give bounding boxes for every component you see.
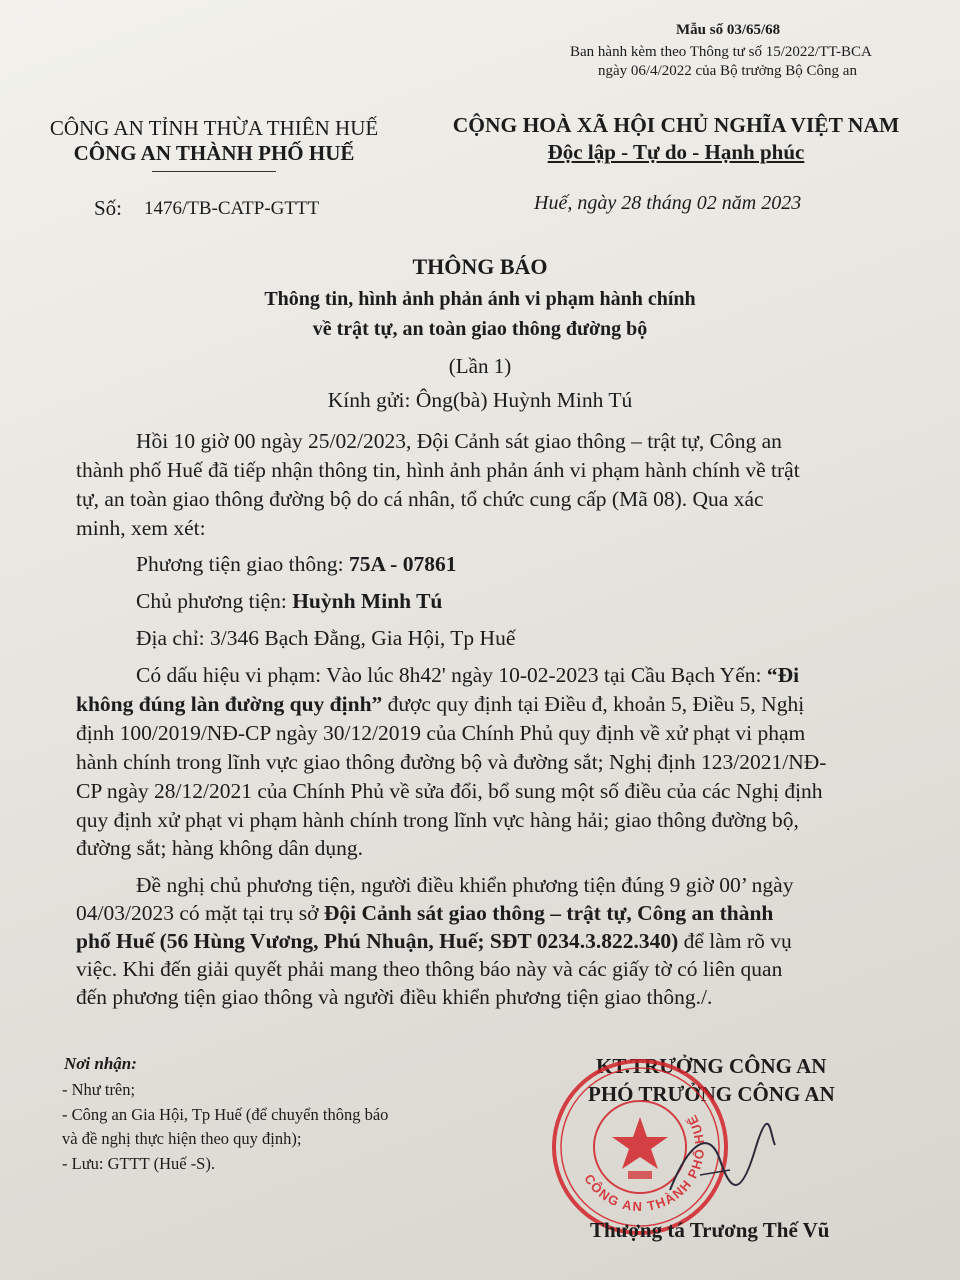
owner-line <box>136 586 442 616</box>
recipient-item-2-line2: và đề nghị thực hiện theo quy định); <box>62 1129 302 1148</box>
request-line2 <box>76 898 773 928</box>
recipient-item-1: - Như trên; <box>62 1080 136 1099</box>
recipient-item-2-line1: - Công an Gia Hội, Tp Huế (để chuyển thông báo <box>62 1105 389 1124</box>
para1-line3: tự, an toàn giao thông đường bộ do cá nhân, tổ chức cung cấp (Mã 08). Qua xác <box>76 487 764 511</box>
form-issuance-line2: ngày 06/4/2022 của Bộ trưởng Bộ Công an <box>598 63 857 79</box>
request-office: Đội Cảnh sát giao thông – trật tự, Công an thành <box>323 901 774 925</box>
violation-line7: đường sắt; hàng không dân dụng. <box>76 836 363 860</box>
violation-quote-start: “Đi <box>766 663 800 687</box>
request-location-intro: 04/03/2023 có mặt tại trụ sở <box>76 901 324 925</box>
document-subtitle-2: về trật tự, an toàn giao thông đường bộ <box>312 318 648 340</box>
request-line4: việc. Khi đến giải quyết phải mang theo thông báo này và các giấy tờ có liên quan <box>76 957 783 981</box>
form-issuance-line1: Ban hành kèm theo Thông tư số 15/2022/TT-BCA <box>570 44 872 60</box>
owner-name: Huỳnh Minh Tú <box>292 589 443 613</box>
para1-line1: Hồi 10 giờ 00 ngày 25/02/2023, Đội Cảnh sát giao thông – trật tự, Công an <box>136 429 782 453</box>
signature-title-1: KT.TRƯỞNG CÔNG AN <box>596 1054 827 1078</box>
violation-line3: định 100/2019/NĐ-CP ngày 30/12/2019 của Chính Phủ quy định về xử phạt vi phạm <box>76 721 806 745</box>
violation-quote-end: không đúng làn đường quy định” <box>76 692 383 716</box>
vehicle-plate: 75A - 07861 <box>348 552 457 576</box>
violation-legal-ref: được quy định tại Điều đ, khoản 5, Điều 5, Nghị <box>382 692 805 716</box>
greeting: Kính gửi: Ông(bà) Huỳnh Minh Tú <box>327 388 633 412</box>
issue-date: Huế, ngày 28 tháng 02 năm 2023 <box>534 192 802 214</box>
request-line5: đến phương tiện giao thông và người điều khiển phương tiện giao thông./. <box>76 985 713 1009</box>
republic-name: CỘNG HOÀ XÃ HỘI CHỦ NGHĨA VIỆT NAM <box>452 113 900 137</box>
notice-round: (Lần 1) <box>448 354 512 378</box>
parent-agency: CÔNG AN TỈNH THỪA THIÊN HUẾ <box>49 116 379 140</box>
document-subtitle-1: Thông tin, hình ảnh phản ánh vi phạm hành chính <box>264 288 696 310</box>
request-line3 <box>76 926 792 956</box>
seal-emblem-base <box>628 1171 652 1179</box>
recipient-item-3: - Lưu: GTTT (Huế -S). <box>62 1154 215 1173</box>
violation-line6: quy định xử phạt vi phạm hành chính trong lĩnh vực hàng hải; giao thông đường bộ, <box>76 808 799 832</box>
vehicle-line <box>136 549 456 579</box>
recipients-heading: Nơi nhận: <box>64 1054 137 1073</box>
seal-text: CÔNG AN THÀNH PHỐ HUẾ <box>581 1111 708 1215</box>
signature-title-2: PHÓ TRƯỞNG CÔNG AN <box>588 1082 835 1106</box>
form-number: Mẫu số 03/65/68 <box>676 22 781 38</box>
violation-line4: hành chính trong lĩnh vực giao thông đường bộ và đường sắt; Nghị định 123/2021/NĐ- <box>76 750 827 774</box>
national-motto: Độc lập - Tự do - Hạnh phúc <box>547 140 805 164</box>
para1-line4: minh, xem xét: <box>76 516 206 540</box>
violation-line1 <box>136 660 799 690</box>
signer-name: Thượng tá Trương Thế Vũ <box>590 1218 830 1242</box>
agency-name: CÔNG AN THÀNH PHỐ HUẾ <box>73 141 355 165</box>
request-purpose: để làm rõ vụ <box>678 929 792 953</box>
para1-line2: thành phố Huế đã tiếp nhận thông tin, hình ảnh phản ánh vi phạm hành chính về trật <box>76 458 800 482</box>
violation-intro: Có dấu hiệu vi phạm: Vào lúc 8h42' ngày 10-02-2023 tại Cầu Bạch Yến: <box>136 663 767 687</box>
request-office-address: phố Huế (56 Hùng Vương, Phú Nhuận, Huế; SĐT 0234.3.822.340) <box>76 929 679 953</box>
handwritten-signature <box>660 1120 780 1210</box>
agency-underline <box>152 171 276 172</box>
doc-number: 1476/TB-CATP-GTTT <box>144 198 320 219</box>
request-line1: Đề nghị chủ phương tiện, người điều khiển phương tiện đúng 9 giờ 00’ ngày <box>136 873 794 897</box>
vehicle-label: Phương tiện giao thông: <box>136 552 349 576</box>
violation-line5: CP ngày 28/12/2021 của Chính Phủ về sửa đổi, bổ sung một số điều của các Nghị định <box>76 779 823 803</box>
owner-label: Chủ phương tiện: <box>136 589 293 613</box>
violation-line2 <box>76 689 804 719</box>
address-line: Địa chỉ: 3/346 Bạch Đằng, Gia Hội, Tp Huế <box>136 626 516 650</box>
doc-number-label: Số: <box>94 196 123 220</box>
document-title: THÔNG BÁO <box>412 254 548 279</box>
